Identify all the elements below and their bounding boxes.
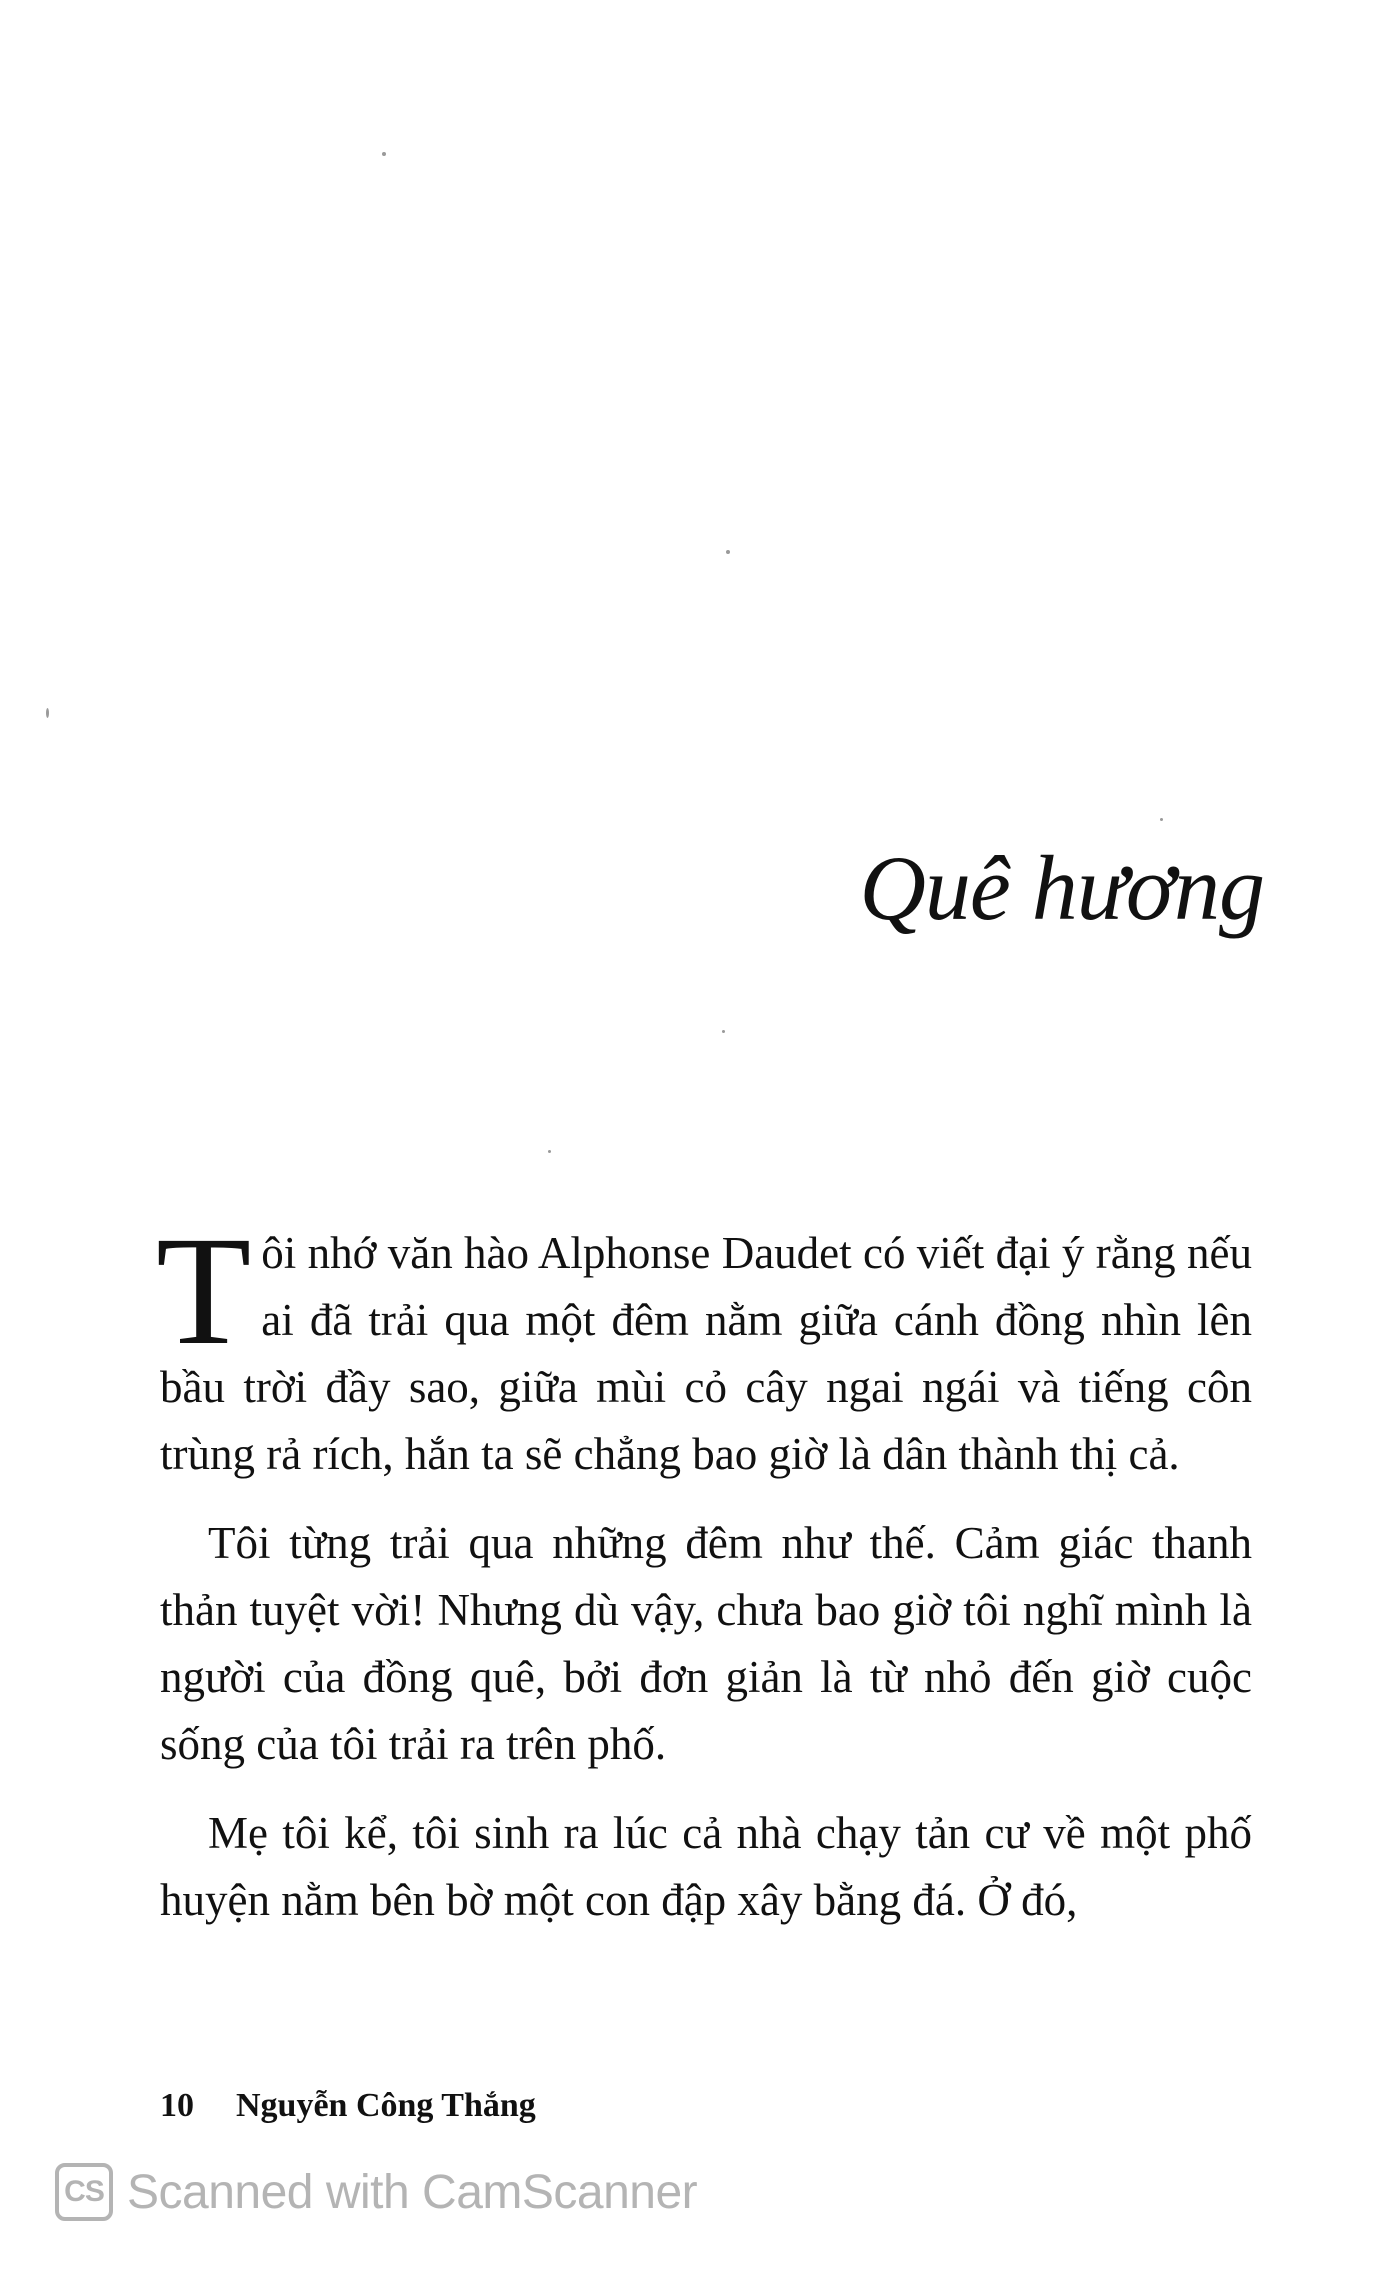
page-footer (160, 2087, 536, 2125)
body-text (156, 1204, 1252, 1956)
paragraph: Tôi từng trải qua những đêm như thế. Cảm giác thanh thản tuyệt vời! Nhưng dù vậy, chưa bao giờ tôi nghĩ mình là người của đồng quê, bởi đơn giản là từ nhỏ đến giờ cuộc sống của tôi trải ra trên phố. (160, 1518, 1252, 1769)
watermark-text: Scanned with CamScanner (127, 2165, 698, 2219)
camscanner-logo-icon: CS (55, 2163, 113, 2221)
paragraph: Mẹ tôi kể, tôi sinh ra lúc cả nhà chạy tản cư về một phố huyện nằm bên bờ một con đập xây bằng đá. Ở đó, (160, 1808, 1252, 1925)
scan-speck (722, 1030, 725, 1033)
scan-speck (382, 152, 386, 156)
paragraph (156, 1204, 1252, 1488)
author-name: Nguyễn Công Thắng (236, 2087, 536, 2124)
paragraph-text: ôi nhớ văn hào Alphonse Daudet có viết đại ý rằng nếu ai đã trải qua một đêm nằm giữa cánh đồng nhìn lên bầu trời đầy sao, giữa mùi cỏ cây ngai ngái và tiếng côn trùng rả rích, hắn ta sẽ chẳng bao giờ là dân thành thị cả. (160, 1228, 1252, 1479)
camscanner-watermark (55, 2163, 697, 2221)
chapter-title: Quê hương (859, 837, 1264, 939)
scan-speck (548, 1150, 551, 1153)
page-number: 10 (160, 2087, 194, 2124)
scan-speck (1160, 818, 1163, 821)
scan-speck (46, 708, 49, 718)
scan-speck (726, 550, 730, 554)
drop-cap: T (156, 1204, 252, 1377)
